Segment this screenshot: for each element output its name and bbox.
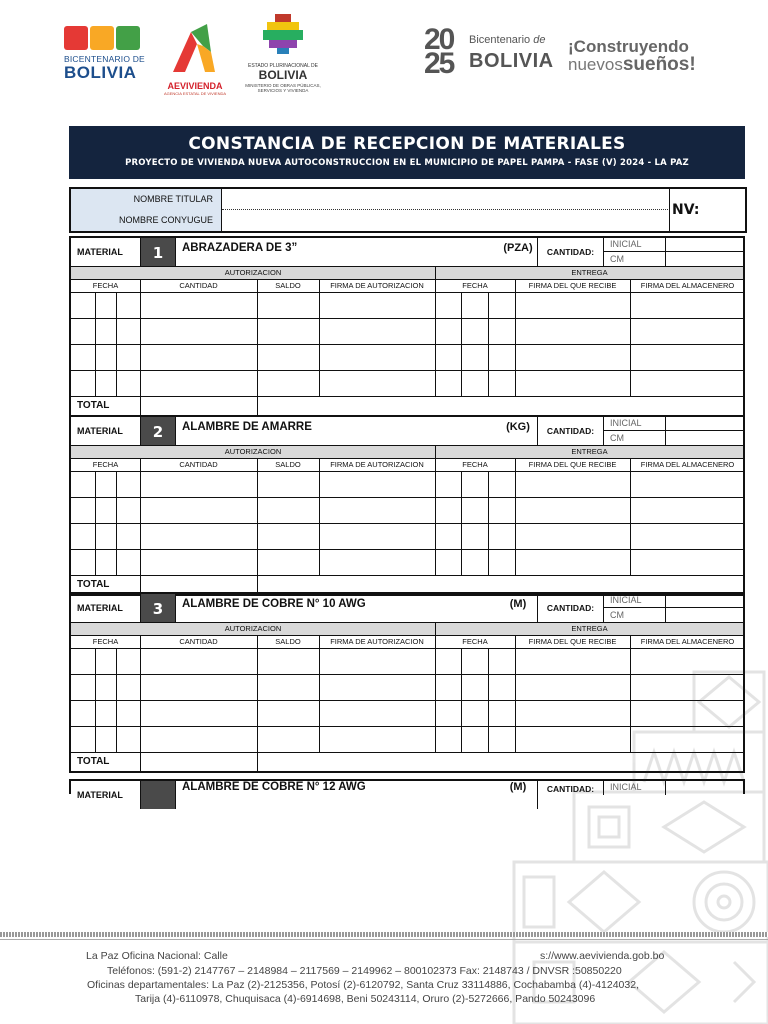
- material-number: 2: [140, 417, 176, 445]
- footer-rule-thin: [0, 939, 768, 940]
- aevivienda-house-icon: [167, 22, 223, 74]
- year-top: 20: [424, 23, 454, 56]
- names-box: [69, 187, 747, 233]
- col-fecha-autorizacion: FECHA: [92, 460, 119, 469]
- section-header-row: [71, 267, 743, 280]
- material-header: [71, 417, 743, 446]
- total-row: [71, 396, 743, 415]
- column-header-row: [71, 280, 743, 293]
- material-unit: (KG): [506, 421, 530, 433]
- col-fecha-entrega: FECHA: [462, 460, 488, 469]
- bicentenario-mark-icon: [64, 26, 146, 50]
- autorizacion-header: AUTORIZACION: [71, 446, 436, 458]
- col-firma-recibe: FIRMA DEL QUE RECIBE: [528, 460, 617, 469]
- estado-line1: ESTADO PLURINACIONAL DE: [247, 63, 318, 69]
- col-cantidad: CANTIDAD: [179, 460, 218, 469]
- col-cantidad: CANTIDAD: [179, 281, 218, 290]
- footer-line1a: La Paz Oficina Nacional: Calle: [86, 950, 228, 962]
- footer-line3: Oficinas departamentales: La Paz (2)-2125356, Potosí (2)-6120792, Santa Cruz 33114886, Cochabamba (4)-4124032,: [87, 979, 639, 991]
- nv-label: NV:: [669, 189, 745, 231]
- titular-label: NOMBRE TITULAR: [133, 194, 213, 204]
- cm-value-field[interactable]: [665, 431, 745, 445]
- col-fecha-autorizacion: FECHA: [92, 637, 119, 646]
- material-label: MATERIAL: [77, 603, 123, 613]
- material-name: ABRAZADERA DE 3”: [182, 242, 298, 254]
- section-header-row: [71, 446, 743, 459]
- estado-logo: [242, 12, 324, 100]
- inicial-label: INICIAL: [603, 238, 665, 252]
- footer-line4: Tarija (4)-6110978, Chuquisaca (4)-6914698, Beni 50243114, Oruro (2)-5272666, Pando 50243096: [135, 993, 596, 1005]
- slogan-line2a: nuevos: [568, 55, 623, 74]
- col-fecha-entrega: FECHA: [462, 637, 488, 646]
- footer-line2: Teléfonos: (591-2) 2147767 – 2148984 – 2117569 – 2149962 – 800102373 Fax: 2148743 / DNVSR :50850220: [107, 965, 622, 977]
- total-label: TOTAL: [77, 756, 110, 767]
- cantidad-label: CANTIDAD:: [537, 417, 603, 445]
- material-unit: (M): [509, 781, 527, 793]
- slogan-line1: ¡Construyendo: [568, 37, 689, 56]
- cm-label: CM: [603, 431, 665, 445]
- bicentenario-de: de: [533, 34, 546, 46]
- material-name: ALAMBRE DE AMARRE: [182, 421, 312, 433]
- col-fecha-autorizacion: FECHA: [92, 281, 119, 290]
- page-title: CONSTANCIA DE RECEPCION DE MATERIALES: [188, 134, 626, 154]
- bicentenario-logo: [64, 26, 146, 92]
- col-saldo: SALDO: [275, 281, 301, 290]
- entrega-header: ENTREGA: [571, 268, 608, 277]
- estado-line2: BOLIVIA: [258, 68, 308, 82]
- coat-of-arms-icon: [261, 12, 305, 56]
- section-header-row: [71, 623, 743, 636]
- year-bottom: 25: [424, 47, 454, 80]
- estado-line3: MINISTERIO DE OBRAS PÚBLICAS, SERVICIOS Y VIVIENDA: [245, 83, 321, 93]
- col-saldo: SALDO: [275, 637, 301, 646]
- entrega-header: ENTREGA: [571, 447, 608, 456]
- slogan-line2b: sueños!: [622, 54, 696, 75]
- entry-grid[interactable]: [71, 293, 743, 396]
- col-firma-recibe: FIRMA DEL QUE RECIBE: [528, 637, 617, 646]
- titular-field[interactable]: [222, 209, 668, 210]
- total-label: TOTAL: [77, 400, 110, 411]
- conyugue-label: NOMBRE CONYUGUE: [118, 215, 213, 225]
- aevivienda-sub: AGENCIA ESTATAL DE VIVIENDA: [163, 91, 227, 96]
- bicentenario-line1: BICENTENARIO DE: [64, 54, 145, 64]
- material-number: [140, 781, 176, 809]
- cantidad-label: CANTIDAD:: [537, 781, 603, 809]
- footer-line1: [86, 950, 686, 962]
- material-number: 3: [140, 594, 176, 622]
- inicial-value-field[interactable]: [665, 238, 745, 252]
- material-unit: (PZA): [503, 242, 533, 254]
- names-labels: [71, 189, 222, 231]
- bicentenario-word: Bicentenario: [469, 34, 531, 46]
- col-firma-almacenero: FIRMA DEL ALMACENERO: [640, 637, 735, 646]
- col-firma-autorizacion: FIRMA DE AUTORIZACION: [330, 637, 424, 646]
- cm-label: CM: [603, 608, 665, 622]
- cantidad-label: CANTIDAD:: [537, 594, 603, 622]
- material-label: MATERIAL: [77, 426, 123, 436]
- col-firma-recibe: FIRMA DEL QUE RECIBE: [528, 281, 617, 290]
- material-header: [71, 594, 743, 623]
- bicentenario-2025-logo: [424, 23, 554, 80]
- material-block-1: [69, 236, 745, 417]
- title-bar: [69, 126, 745, 179]
- material-number: 1: [140, 238, 176, 266]
- col-saldo: SALDO: [275, 460, 301, 469]
- material-name: ALAMBRE DE COBRE N° 12 AWG: [182, 781, 366, 793]
- inicial-value-field[interactable]: [665, 594, 745, 608]
- col-firma-autorizacion: FIRMA DE AUTORIZACION: [330, 460, 424, 469]
- col-cantidad: CANTIDAD: [179, 637, 218, 646]
- col-firma-almacenero: FIRMA DEL ALMACENERO: [640, 281, 735, 290]
- cm-label: CM: [603, 252, 665, 266]
- material-name: ALAMBRE DE COBRE N° 10 AWG: [182, 598, 366, 610]
- entry-grid[interactable]: [71, 472, 743, 575]
- material-unit: (M): [509, 598, 527, 610]
- material-header: [71, 238, 743, 267]
- cm-value-field[interactable]: [665, 608, 745, 622]
- autorizacion-header: AUTORIZACION: [71, 623, 436, 635]
- column-header-row: [71, 636, 743, 649]
- bicentenario-country: BOLIVIA: [469, 50, 554, 72]
- cm-value-field[interactable]: [665, 252, 745, 266]
- material-block-2: [69, 415, 745, 596]
- column-header-row: [71, 459, 743, 472]
- material-label: MATERIAL: [77, 790, 123, 800]
- page-subtitle: PROYECTO DE VIVIENDA NUEVA AUTOCONSTRUCCION EN EL MUNICIPIO DE PAPEL PAMPA - FASE (V) 2024 - LA PAZ: [125, 158, 689, 168]
- inicial-label: INICIAL: [603, 594, 665, 608]
- autorizacion-header: AUTORIZACION: [71, 267, 436, 279]
- aevivienda-name: AEVIVIENDA: [167, 81, 223, 91]
- total-label: TOTAL: [77, 579, 110, 590]
- entrega-header: ENTREGA: [571, 624, 608, 633]
- col-firma-autorizacion: FIRMA DE AUTORIZACION: [330, 281, 424, 290]
- col-firma-almacenero: FIRMA DEL ALMACENERO: [640, 460, 735, 469]
- inicial-label: INICIAL: [603, 417, 665, 431]
- footer-rule: [0, 932, 768, 937]
- inicial-label: INICIAL: [603, 781, 665, 795]
- aevivienda-logo: [160, 22, 230, 96]
- col-fecha-entrega: FECHA: [462, 281, 488, 290]
- material-label: MATERIAL: [77, 247, 123, 257]
- bicentenario-line2: BOLIVIA: [64, 63, 137, 82]
- inicial-value-field[interactable]: [665, 417, 745, 431]
- slogan-logo: [568, 38, 718, 78]
- footer-line1b[interactable]: s://www.aevivienda.gob.bo: [540, 950, 665, 962]
- cantidad-label: CANTIDAD:: [537, 238, 603, 266]
